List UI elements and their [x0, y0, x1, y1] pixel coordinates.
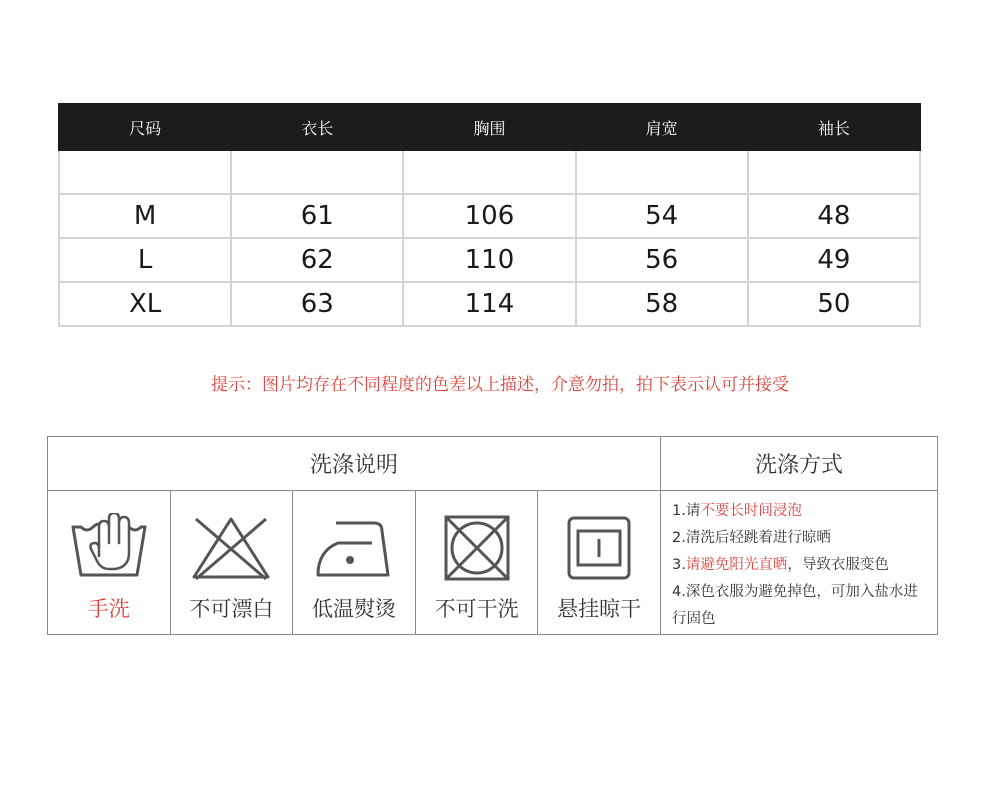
no-dry-clean-icon	[442, 513, 512, 583]
length-cell: 63	[231, 282, 403, 326]
header-length: 衣长	[231, 104, 403, 150]
hang-dry-icon	[564, 513, 634, 583]
sleeve-cell: 49	[748, 238, 920, 282]
table-row	[59, 238, 920, 282]
header-size: 尺码	[59, 104, 231, 150]
size-table-header-row	[59, 104, 920, 150]
hang-dry-label: 悬挂晾干	[557, 597, 642, 621]
header-sleeve: 袖长	[748, 104, 920, 150]
care-cell-hang-dry	[538, 491, 660, 634]
sleeve-cell: 50	[748, 282, 920, 326]
blank-row	[59, 150, 920, 194]
no-bleach-icon	[186, 513, 276, 583]
care-cell-low-iron	[293, 491, 416, 634]
shoulder-cell: 54	[576, 194, 748, 238]
method-item-1: 1.请不要长时间浸泡	[672, 503, 802, 519]
care-cell-hand-wash	[48, 491, 171, 634]
no-bleach-label: 不可漂白	[189, 597, 274, 621]
chest-cell: 110	[403, 238, 575, 282]
color-difference-notice: 提示：图片均存在不同程度的色差以上描述，介意勿拍，拍下表示认可并接受	[211, 375, 789, 395]
wash-method-title: 洗涤方式	[661, 437, 937, 491]
size-table	[58, 103, 921, 327]
chest-cell: 106	[403, 194, 575, 238]
header-chest: 胸围	[403, 104, 575, 150]
length-cell: 61	[231, 194, 403, 238]
no-dry-clean-label: 不可干洗	[434, 597, 519, 621]
size-cell: L	[59, 238, 231, 282]
wash-methods-list	[661, 491, 937, 634]
hand-wash-label: 手洗	[87, 597, 130, 621]
table-row	[59, 194, 920, 238]
size-cell: XL	[59, 282, 231, 326]
method-item-2: 2.清洗后轻跳着进行晾晒	[672, 530, 831, 546]
care-icons-row	[48, 491, 661, 634]
care-cell-no-dry-clean	[416, 491, 539, 634]
low-iron-label: 低温熨烫	[311, 597, 396, 621]
table-row	[59, 282, 920, 326]
method-item-3: 3.请避免阳光直晒，导致衣服变色	[672, 557, 889, 573]
shoulder-cell: 58	[576, 282, 748, 326]
shoulder-cell: 56	[576, 238, 748, 282]
size-cell: M	[59, 194, 231, 238]
sleeve-cell: 48	[748, 194, 920, 238]
care-cell-no-bleach	[171, 491, 294, 634]
length-cell: 62	[231, 238, 403, 282]
header-shoulder: 肩宽	[576, 104, 748, 150]
low-iron-icon	[312, 513, 396, 581]
chest-cell: 114	[403, 282, 575, 326]
hand-wash-icon	[69, 513, 149, 581]
care-instructions-table	[47, 436, 938, 635]
method-item-4: 4.深色衣服为避免掉色，可加入盐水进行固色	[672, 584, 918, 627]
wash-instructions-title: 洗涤说明	[48, 437, 661, 491]
